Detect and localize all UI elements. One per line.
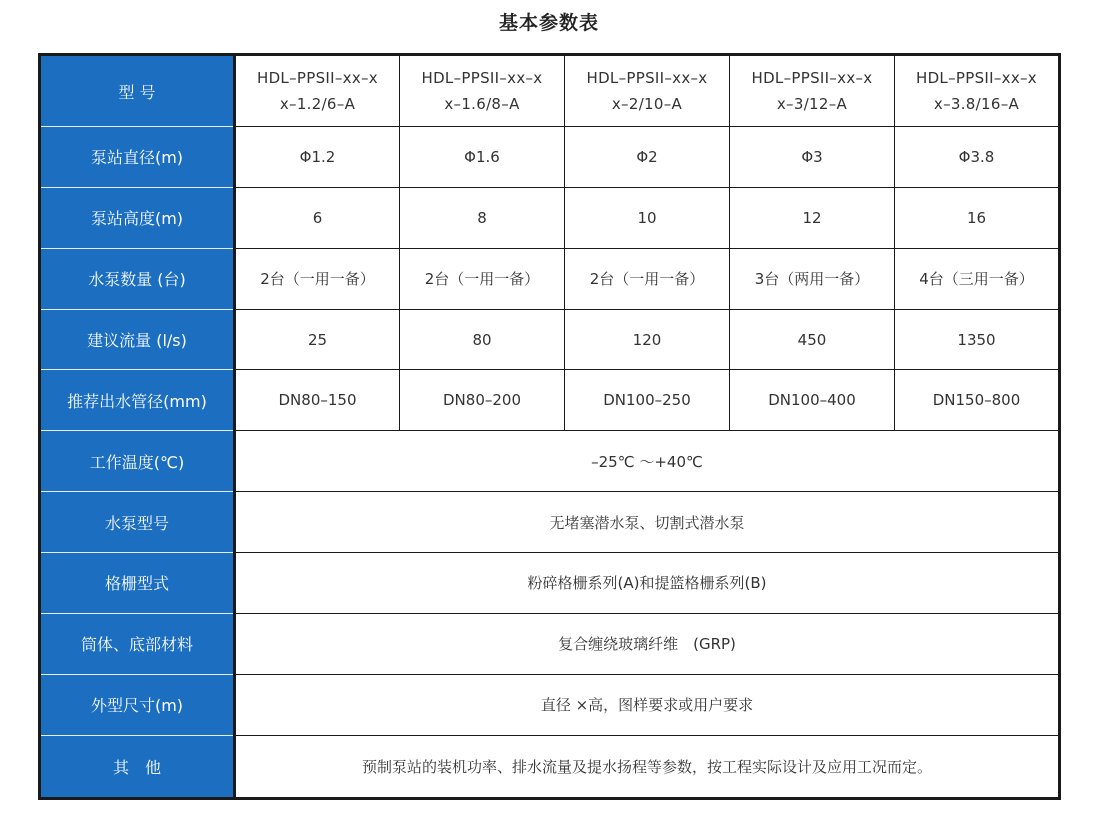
row-pump-model [40, 492, 1060, 553]
row-other [40, 735, 1060, 798]
table-cell: 1350 [895, 309, 1060, 370]
page-title: 基本参数表 [498, 12, 599, 34]
row-height [40, 187, 1060, 248]
table-cell: DN150–800 [895, 370, 1060, 431]
table-cell: 粉碎格栅系列(A)和提篮格栅系列(B) [235, 553, 1060, 614]
row-header: 其 他 [40, 735, 235, 798]
row-material [40, 613, 1060, 674]
table-cell: HDL–PPSII–xx–x x–2/10–A [565, 55, 730, 127]
table-cell: Φ1.2 [235, 127, 400, 188]
row-diameter [40, 127, 1060, 188]
row-header: 水泵数量 (台) [40, 248, 235, 309]
table-cell: 2台（一用一备） [235, 248, 400, 309]
row-model [40, 55, 1060, 127]
row-temperature [40, 431, 1060, 492]
table-cell: HDL–PPSII–xx–x x–1.6/8–A [400, 55, 565, 127]
table-cell: 8 [400, 187, 565, 248]
parameter-table [38, 53, 1061, 800]
row-outlet-pipe [40, 370, 1060, 431]
table-cell: Φ3.8 [895, 127, 1060, 188]
table-cell: HDL–PPSII–xx–x x–3/12–A [730, 55, 895, 127]
row-flow [40, 309, 1060, 370]
table-cell: HDL–PPSII–xx–x x–3.8/16–A [895, 55, 1060, 127]
table-cell: Φ2 [565, 127, 730, 188]
table-cell: DN80–200 [400, 370, 565, 431]
row-header: 推荐出水管径(mm) [40, 370, 235, 431]
table-cell: 450 [730, 309, 895, 370]
table-cell: Φ1.6 [400, 127, 565, 188]
row-header: 泵站直径(m) [40, 127, 235, 188]
table-cell: HDL–PPSII–xx–x x–1.2/6–A [235, 55, 400, 127]
table-cell: 120 [565, 309, 730, 370]
table-cell: 无堵塞潜水泵、切割式潜水泵 [235, 492, 1060, 553]
table-cell: 80 [400, 309, 565, 370]
table-cell: 4台（三用一备） [895, 248, 1060, 309]
row-dimensions [40, 674, 1060, 735]
row-header: 泵站高度(m) [40, 187, 235, 248]
table-cell: 2台（一用一备） [565, 248, 730, 309]
table-cell: 直径 ×高，图样要求或用户要求 [235, 674, 1060, 735]
table-cell: 10 [565, 187, 730, 248]
row-grille-type [40, 553, 1060, 614]
row-header: 建议流量 (l/s) [40, 309, 235, 370]
row-header: 工作温度(℃) [40, 431, 235, 492]
table-cell: 16 [895, 187, 1060, 248]
row-header: 筒体、底部材料 [40, 613, 235, 674]
row-pump-count [40, 248, 1060, 309]
table-cell: –25℃ ～+40℃ [235, 431, 1060, 492]
row-header: 水泵型号 [40, 492, 235, 553]
row-header: 格栅型式 [40, 553, 235, 614]
table-cell: 25 [235, 309, 400, 370]
table-cell: 复合缠绕玻璃纤维 (GRP) [235, 613, 1060, 674]
table-cell: DN100–400 [730, 370, 895, 431]
table-cell: 3台（两用一备） [730, 248, 895, 309]
table-cell: 6 [235, 187, 400, 248]
table-cell: 2台（一用一备） [400, 248, 565, 309]
table-cell: DN100–250 [565, 370, 730, 431]
table-cell: Φ3 [730, 127, 895, 188]
table-cell: DN80–150 [235, 370, 400, 431]
table-cell: 12 [730, 187, 895, 248]
table-cell: 预制泵站的装机功率、排水流量及提水扬程等参数，按工程实际设计及应用工况而定。 [235, 735, 1060, 798]
row-header: 型 号 [40, 55, 235, 127]
row-header: 外型尺寸(m) [40, 674, 235, 735]
